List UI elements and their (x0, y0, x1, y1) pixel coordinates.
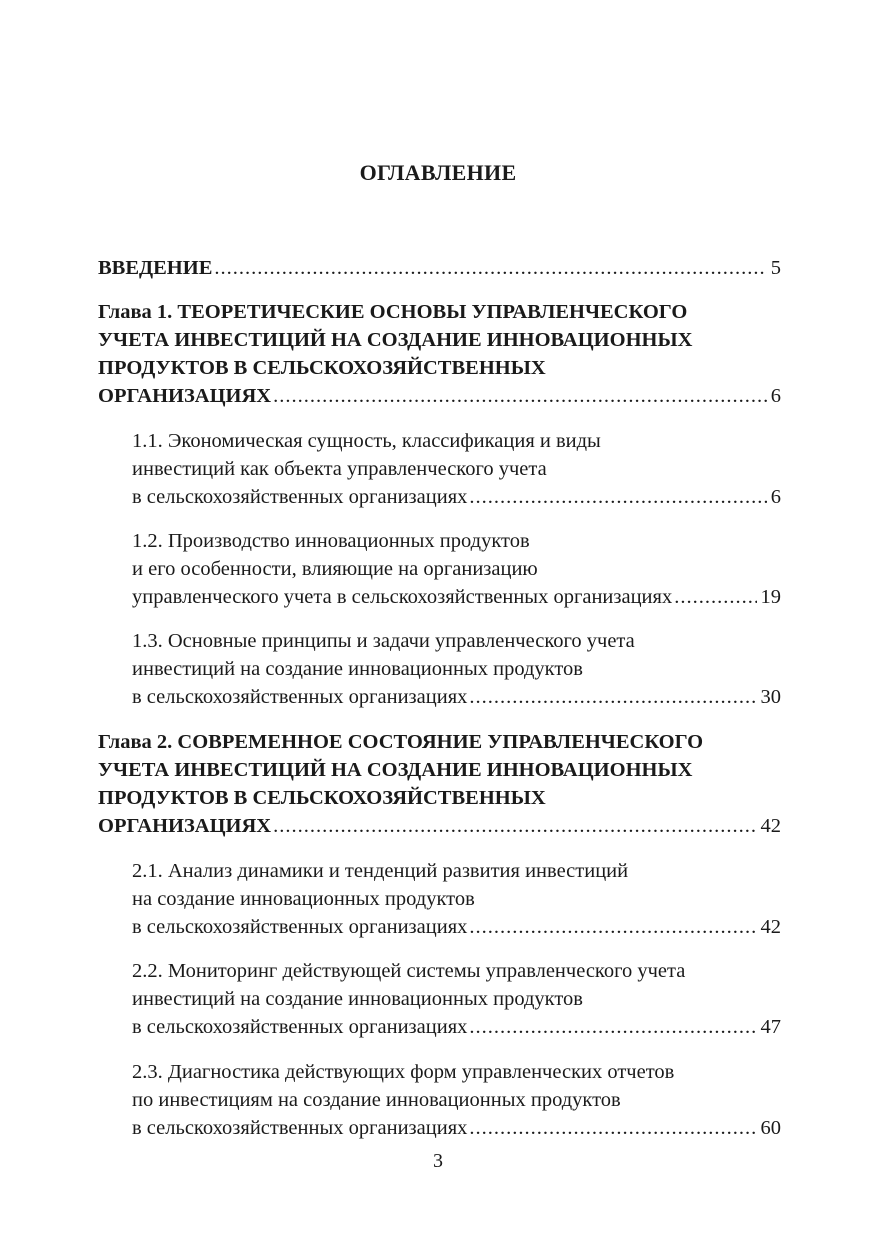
page-number: 3 (433, 1150, 443, 1172)
toc-entry-section-1-3[interactable] (132, 627, 781, 711)
toc-entry-line: УЧЕТА ИНВЕСТИЦИЙ НА СОЗДАНИЕ ИННОВАЦИОННЫХ (98, 759, 693, 781)
toc-entry-title: в сельскохозяйственных организациях (132, 916, 468, 938)
toc-leader-dots (469, 1114, 756, 1142)
toc-leader-dots (469, 1013, 756, 1041)
toc-entry-last-line (132, 913, 781, 941)
toc-entry-section-2-3[interactable] (132, 1058, 781, 1142)
toc-entry-line: по инвестициям на создание инновационных продуктов (132, 1089, 621, 1111)
toc-entry-line: 2.3. Диагностика действующих форм управленческих отчетов (132, 1061, 675, 1083)
page-title: ОГЛАВЛЕНИЕ (359, 160, 517, 185)
toc-entry-last-line (132, 1013, 781, 1041)
toc-entry-title: в сельскохозяйственных организациях (132, 1117, 468, 1139)
toc-entry-title: ОРГАНИЗАЦИЯХ (98, 385, 272, 407)
toc-entry-title: в сельскохозяйственных организациях (132, 686, 468, 708)
toc-entry-last-line (132, 483, 781, 511)
toc-entry-last-line (98, 254, 781, 282)
toc-entry-section-2-2[interactable] (132, 957, 781, 1041)
toc-leader-dots (674, 583, 756, 611)
toc-page-number: 5 (770, 257, 781, 279)
toc-entry-title: управленческого учета в сельскохозяйственных организациях (132, 586, 673, 608)
toc-leader-dots (469, 683, 756, 711)
toc-entry-line: инвестиций на создание инновационных продуктов (132, 658, 583, 680)
toc-entry-title: в сельскохозяйственных организациях (132, 1016, 468, 1038)
toc-leader-dots (273, 812, 756, 840)
toc-entry-last-line (132, 683, 781, 711)
toc-entry-last-line (132, 1114, 781, 1142)
toc-entry-line: Глава 2. СОВРЕМЕННОЕ СОСТОЯНИЕ УПРАВЛЕНЧЕСКОГО (98, 731, 704, 753)
toc-entry-title: ОРГАНИЗАЦИЯХ (98, 815, 272, 837)
toc-page-number: 30 (760, 686, 781, 708)
toc-entry-line: ПРОДУКТОВ В СЕЛЬСКОХОЗЯЙСТВЕННЫХ (98, 787, 546, 809)
toc-entry-last-line (132, 583, 781, 611)
toc-page-number: 47 (760, 1016, 781, 1038)
toc-leader-dots (469, 913, 756, 941)
toc-entry-section-1-1[interactable] (132, 427, 781, 511)
toc-entry-section-2-1[interactable] (132, 857, 781, 941)
toc-page-number: 19 (760, 586, 781, 608)
toc-entry-title: в сельскохозяйственных организациях (132, 486, 468, 508)
toc-entry-line: инвестиций как объекта управленческого учета (132, 458, 547, 480)
toc-entry-last-line (98, 812, 781, 840)
toc-entry-line: 2.2. Мониторинг действующей системы управленческого учета (132, 960, 686, 982)
toc-entry-title: ВВЕДЕНИЕ (98, 257, 213, 279)
toc-entry-section-1-2[interactable] (132, 527, 781, 611)
toc-entry-introduction[interactable] (98, 254, 781, 282)
toc-entry-last-line (98, 382, 781, 410)
toc-entry-line: и его особенности, влияющие на организацию (132, 558, 538, 580)
toc-entry-chapter-1[interactable] (98, 298, 781, 410)
toc-entry-line: ПРОДУКТОВ В СЕЛЬСКОХОЗЯЙСТВЕННЫХ (98, 357, 546, 379)
toc-page-number: 6 (770, 385, 781, 407)
toc-entry-line: Глава 1. ТЕОРЕТИЧЕСКИЕ ОСНОВЫ УПРАВЛЕНЧЕСКОГО (98, 301, 688, 323)
toc-leader-dots (273, 382, 767, 410)
toc-page-number: 6 (770, 486, 781, 508)
toc-entry-line: на создание инновационных продуктов (132, 888, 475, 910)
toc-entry-chapter-2[interactable] (98, 728, 781, 840)
toc-entry-line: УЧЕТА ИНВЕСТИЦИЙ НА СОЗДАНИЕ ИННОВАЦИОННЫХ (98, 329, 693, 351)
toc-page-number: 42 (760, 916, 781, 938)
toc-page-number: 60 (760, 1117, 781, 1139)
toc-entry-line: 1.1. Экономическая сущность, классификация и виды (132, 430, 601, 452)
toc-entry-line: 1.2. Производство инновационных продуктов (132, 530, 530, 552)
toc-entry-line: 1.3. Основные принципы и задачи управленческого учета (132, 630, 635, 652)
toc-entry-line: 2.1. Анализ динамики и тенденций развития инвестиций (132, 860, 629, 882)
toc-leader-dots (214, 254, 766, 282)
toc-page-number: 42 (760, 815, 781, 837)
toc-leader-dots (469, 483, 766, 511)
toc-entry-line: инвестиций на создание инновационных продуктов (132, 988, 583, 1010)
